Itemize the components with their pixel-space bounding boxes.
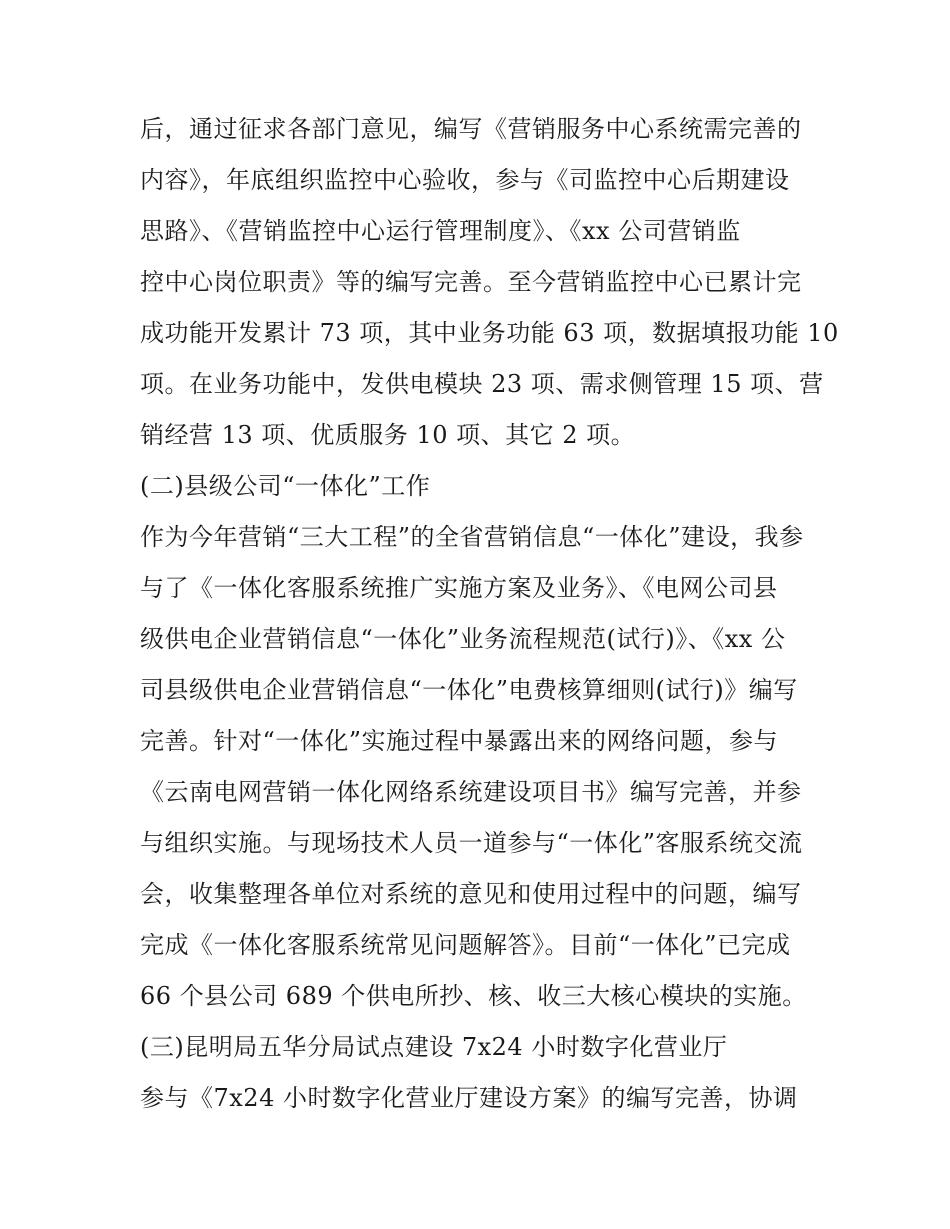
- text-line: 与组织实施。与现场技术人员一道参与“一体化”客服系统交流: [140, 829, 803, 857]
- text-line: 《云南电网营销一体化网络系统建设项目书》编写完善，并参: [140, 778, 802, 806]
- text-line: 控中心岗位职责》等的编写完善。至今营销监控中心已累计完: [140, 268, 802, 296]
- text-line: 66 个县公司 689 个供电所抄、核、收三大核心模块的实施。: [140, 982, 807, 1010]
- text-line: 项。在业务功能中，发供电模块 23 项、需求侧管理 15 项、营: [140, 370, 824, 398]
- text-line: 参与《7x24 小时数字化营业厅建设方案》的编写完善，协调: [140, 1084, 798, 1112]
- section-heading: (三)昆明局五华分局试点建设 7x24 小时数字化营业厅: [140, 1033, 728, 1061]
- text-line: 会，收集整理各单位对系统的意见和使用过程中的问题，编写: [140, 880, 802, 908]
- text-line: 完成《一体化客服系统常见问题解答》。目前“一体化”已完成: [140, 931, 791, 959]
- text-line: 与了《一体化客服系统推广实施方案及业务》、《电网公司县: [140, 574, 778, 602]
- section-heading: (二)县级公司“一体化”工作: [140, 472, 431, 500]
- text-line: 思路》、《营销监控中心运行管理制度》、《xx 公司营销监: [140, 217, 741, 245]
- text-line: 后，通过征求各部门意见，编写《营销服务中心系统需完善的: [140, 115, 802, 143]
- document-page: [140, 104, 839, 1124]
- text-line: 司县级供电企业营销信息“一体化”电费核算细则(试行)》编写: [140, 676, 798, 704]
- text-line: 内容》，年底组织监控中心验收，参与《司监控中心后期建设: [140, 166, 790, 194]
- text-line: 完善。针对“一体化”实施过程中暴露出来的网络问题，参与: [140, 727, 779, 755]
- text-line: 成功能开发累计 73 项，其中业务功能 63 项，数据填报功能 10: [140, 319, 839, 347]
- text-line: 销经营 13 项、优质服务 10 项、其它 2 项。: [140, 421, 636, 449]
- text-line: 作为今年营销“三大工程”的全省营销信息“一体化”建设，我参: [140, 523, 804, 551]
- text-line: 级供电企业营销信息“一体化”业务流程规范(试行)》、《xx 公: [140, 625, 786, 653]
